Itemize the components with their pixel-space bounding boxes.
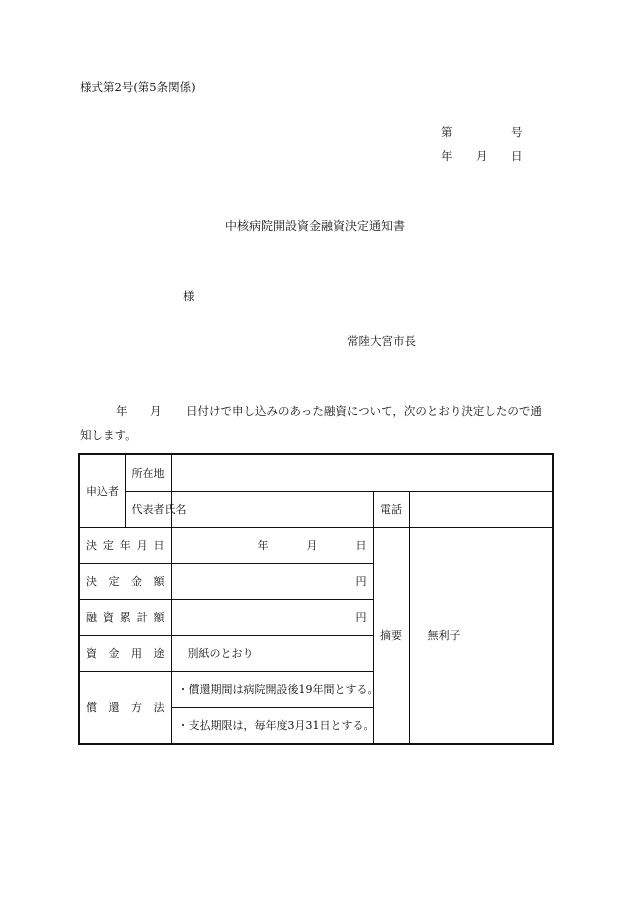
decision-amount-unit: 円 xyxy=(355,575,367,589)
document-number-suffix: 号 xyxy=(511,125,523,139)
location-value[interactable] xyxy=(171,454,553,491)
addressee-suffix: 様 xyxy=(183,289,195,303)
repayment-method-cell xyxy=(171,671,379,744)
summary-label: 摘要 xyxy=(373,527,409,744)
body-text: 日付けで申し込みのあった融資について，次のとおり決定したので通 xyxy=(186,404,542,418)
decision-date-day: 日 xyxy=(355,539,367,553)
cumulative-amount-unit: 円 xyxy=(355,611,367,625)
issuer-name: 常陸大宮市長 xyxy=(347,334,416,348)
decision-amount-label: 決 定 金 額 xyxy=(79,563,171,599)
repayment-line-2: ・支払期限は，毎年度3月31日とする。 xyxy=(177,719,375,733)
body-month: 月 xyxy=(150,404,162,418)
decision-date-month: 月 xyxy=(306,539,318,553)
document-number-prefix: 第 xyxy=(441,125,453,139)
decision-table xyxy=(78,453,554,745)
location-label: 所 在 地 xyxy=(125,454,171,491)
phone-label: 電話 xyxy=(373,491,409,527)
representative-value[interactable] xyxy=(171,491,373,527)
decision-date-label: 決 定 年 月 日 xyxy=(79,527,171,563)
repayment-line-1: ・償還期間は病院開設後19年間とする。 xyxy=(172,672,373,708)
purpose-label: 資 金 用 途 xyxy=(79,635,171,671)
form-number-label: 様式第2号(第5条関係) xyxy=(80,80,196,94)
issue-date-month: 月 xyxy=(476,149,488,163)
decision-date-value[interactable] xyxy=(171,527,373,563)
issue-date-year: 年 xyxy=(441,149,453,163)
decision-amount-value[interactable] xyxy=(171,563,373,599)
cumulative-amount-label: 融 資 累 計 額 xyxy=(79,599,171,635)
summary-value: 無利子 xyxy=(409,527,553,744)
applicant-label: 申込者 xyxy=(79,454,125,527)
body-year: 年 xyxy=(116,404,128,418)
repayment-method-label: 償 還 方 法 xyxy=(79,671,171,744)
phone-value[interactable] xyxy=(409,491,553,527)
purpose-value: 別紙のとおり xyxy=(171,635,373,671)
issue-date-day: 日 xyxy=(511,149,523,163)
decision-date-year: 年 xyxy=(257,539,269,553)
document-title: 中核病院開設資金融資決定通知書 xyxy=(224,219,405,233)
body-line-2: 知します。 xyxy=(80,428,137,442)
cumulative-amount-value[interactable] xyxy=(171,599,373,635)
representative-label: 代表者氏名 xyxy=(125,491,171,527)
